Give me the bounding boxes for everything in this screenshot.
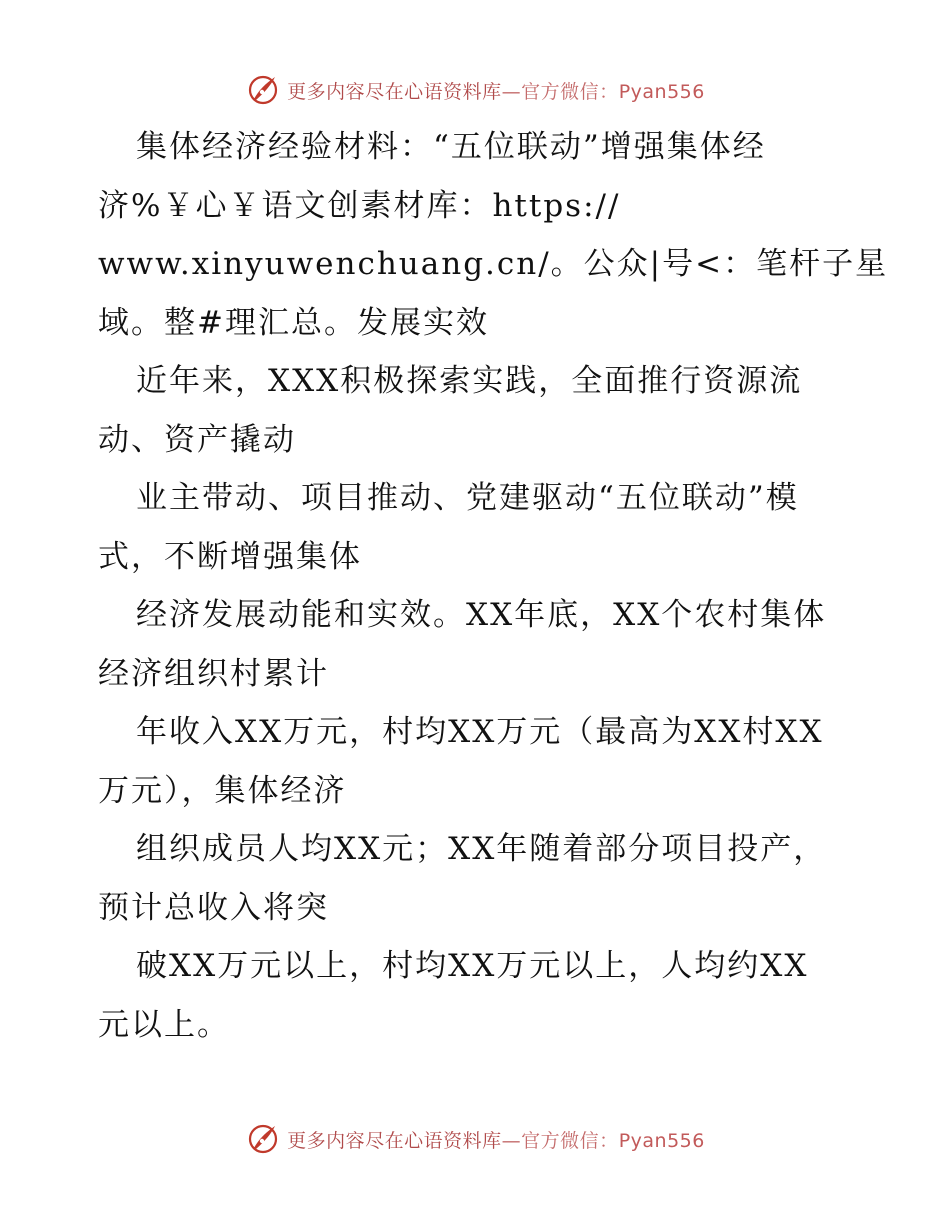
body-line: 域。整#理汇总。发展实效 [98,304,489,341]
header-banner-wechat-id: Pyan556 [618,80,705,103]
footer-banner-sub: —官方微信： [501,1129,619,1152]
header-banner-main: 更多内容尽在心语资料库 [287,80,502,103]
footer-banner-main: 更多内容尽在心语资料库 [287,1129,502,1152]
body-line: 组织成员人均XX元；XX年随着部分项目投产， [136,831,827,867]
body-line: 元以上。 [98,1006,230,1043]
body-line: 年收入XX万元，村均XX万元（最高为XX村XX [136,714,824,750]
body-line: 动、资产撬动 [98,421,296,458]
header-banner [0,70,950,110]
footer-banner [0,1119,950,1159]
body-line: 经济组织村累计 [98,655,329,692]
header-banner-sub: —官方微信： [501,80,619,103]
body-line: 济%￥心￥语文创素材库：https:// [98,187,621,224]
body-line: 近年来，XXX积极探索实践，全面推行资源流 [136,363,803,399]
body-line: www.xinyuwenchuang.cn/。公众|号<：笔杆子星 [98,246,889,282]
pen-nib-logo-icon [245,72,281,108]
body-line: 业主带动、项目推动、党建驱动“五位联动”模 [136,480,799,516]
body-line: 万元），集体经济 [98,772,347,809]
body-line: 经济发展动能和实效。XX年底，XX个农村集体 [136,597,827,633]
footer-banner-wechat-id: Pyan556 [618,1129,705,1152]
body-line: 集体经济经验材料：“五位联动”增强集体经 [136,129,766,165]
body-text [98,118,889,1054]
body-line: 式，不断增强集体 [98,538,362,575]
body-line: 破XX万元以上，村均XX万元以上，人均约XX [136,948,809,984]
body-line: 预计总收入将突 [98,889,329,926]
pen-nib-logo-icon [245,1121,281,1157]
